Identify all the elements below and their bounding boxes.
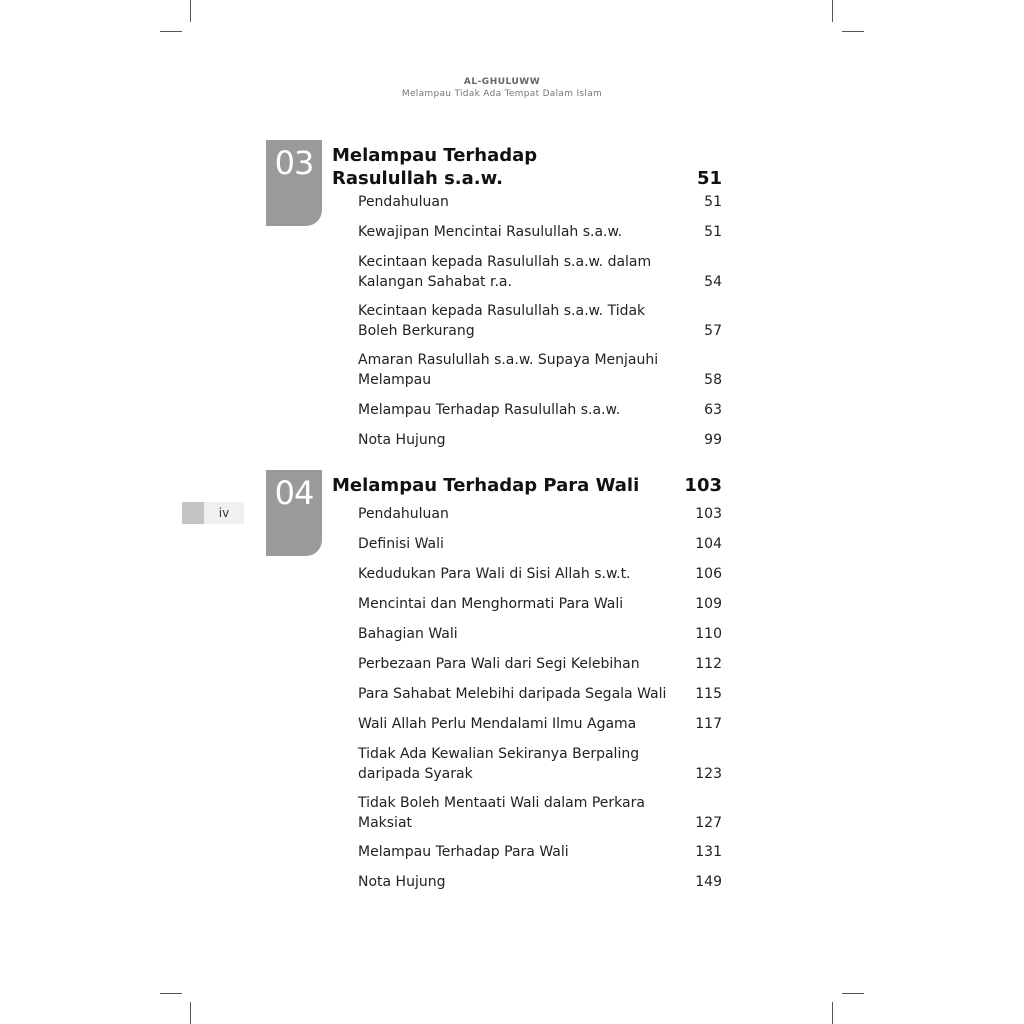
page-tab-marker (182, 502, 204, 524)
book-title: AL-GHULUWW (463, 77, 541, 87)
crop-mark (832, 1002, 833, 1024)
entry-page: 51 (704, 224, 722, 240)
entry-title: Kecintaan kepada Rasulullah s.a.w. dalam Kalangan Sahabat r.a. (358, 254, 652, 290)
toc-entry[interactable] (358, 504, 722, 524)
toc-entry[interactable] (358, 872, 722, 892)
crop-mark (190, 1002, 191, 1024)
entry-page: 57 (704, 323, 722, 339)
entry-title: Bahagian Wali (358, 626, 458, 642)
toc-entry[interactable] (358, 430, 722, 450)
crop-mark (160, 31, 182, 32)
toc-entry[interactable] (358, 534, 722, 554)
entry-title: Tidak Ada Kewalian Sekiranya Berpaling daripada Syarak (358, 746, 640, 782)
entry-title: Nota Hujung (358, 432, 446, 448)
entry-title: Para Sahabat Melebihi daripada Segala Wali (358, 686, 667, 702)
entry-page: 51 (704, 194, 722, 210)
entry-page: 115 (695, 686, 722, 702)
crop-mark (160, 993, 182, 994)
toc-entry[interactable] (358, 301, 722, 341)
chapter-number-badge: 03 (266, 140, 322, 226)
toc-entry[interactable] (358, 252, 722, 292)
entry-title: Amaran Rasulullah s.a.w. Supaya Menjauhi Melampau (358, 352, 659, 388)
entry-page: 127 (695, 815, 722, 831)
chapter-heading (332, 474, 722, 497)
entry-page: 54 (704, 274, 722, 290)
entry-page: 58 (704, 372, 722, 388)
toc-entry[interactable] (358, 842, 722, 862)
chapter-page: 51 (696, 168, 722, 189)
toc-entry[interactable] (358, 744, 722, 784)
entry-page: 63 (704, 402, 722, 418)
entry-title: Tidak Boleh Mentaati Wali dalam Perkara Maksiat (358, 795, 645, 831)
page-number-tab (182, 502, 244, 524)
entry-title: Perbezaan Para Wali dari Segi Kelebihan (358, 656, 640, 672)
toc-entry[interactable] (358, 714, 722, 734)
toc-entry[interactable] (358, 654, 722, 674)
toc-entry[interactable] (358, 400, 722, 420)
toc-entry[interactable] (358, 564, 722, 584)
entry-title: Kewajipan Mencintai Rasulullah s.a.w. (358, 224, 623, 240)
crop-mark (832, 0, 833, 22)
entry-page: 103 (695, 506, 722, 522)
chapter-title-line2: Rasulullah s.a.w. (332, 168, 503, 189)
crop-mark (190, 0, 191, 22)
entry-page: 117 (695, 716, 722, 732)
toc-entry[interactable] (358, 222, 722, 242)
entry-title: Wali Allah Perlu Mendalami Ilmu Agama (358, 716, 637, 732)
entry-page: 149 (695, 874, 722, 890)
toc-entry[interactable] (358, 594, 722, 614)
toc-entry[interactable] (358, 350, 722, 390)
entry-title: Kecintaan kepada Rasulullah s.a.w. Tidak Boleh Berkurang (358, 303, 646, 339)
chapter-title-line1: Melampau Terhadap (332, 145, 538, 166)
entry-page: 123 (695, 766, 722, 782)
entry-title: Melampau Terhadap Para Wali (358, 844, 569, 860)
chapter-03 (266, 140, 722, 460)
entry-page: 112 (695, 656, 722, 672)
crop-mark (842, 31, 864, 32)
entry-page: 104 (695, 536, 722, 552)
entry-title: Mencintai dan Menghormati Para Wali (358, 596, 624, 612)
book-subtitle: Melampau Tidak Ada Tempat Dalam Islam (401, 89, 603, 99)
entry-title: Pendahuluan (358, 506, 449, 522)
running-head (0, 76, 1004, 100)
entry-title: Melampau Terhadap Rasulullah s.a.w. (358, 402, 621, 418)
chapter-number-badge: 04 (266, 470, 322, 556)
entry-page: 99 (704, 432, 722, 448)
toc-entry[interactable] (358, 624, 722, 644)
toc-entry[interactable] (358, 684, 722, 704)
crop-mark (842, 993, 864, 994)
entry-title: Pendahuluan (358, 194, 449, 210)
chapter-heading (332, 144, 722, 190)
entry-page: 109 (695, 596, 722, 612)
entry-title: Kedudukan Para Wali di Sisi Allah s.w.t. (358, 566, 631, 582)
entry-page: 131 (695, 844, 722, 860)
entry-title: Definisi Wali (358, 536, 444, 552)
entry-title: Nota Hujung (358, 874, 446, 890)
entry-page: 106 (695, 566, 722, 582)
entry-page: 110 (695, 626, 722, 642)
toc-entry[interactable] (358, 192, 722, 212)
page-number: iv (218, 506, 230, 520)
chapter-page: 103 (684, 475, 722, 496)
chapter-title-line1: Melampau Terhadap Para Wali (332, 475, 640, 496)
chapter-04 (266, 470, 722, 900)
toc-entry[interactable] (358, 793, 722, 833)
